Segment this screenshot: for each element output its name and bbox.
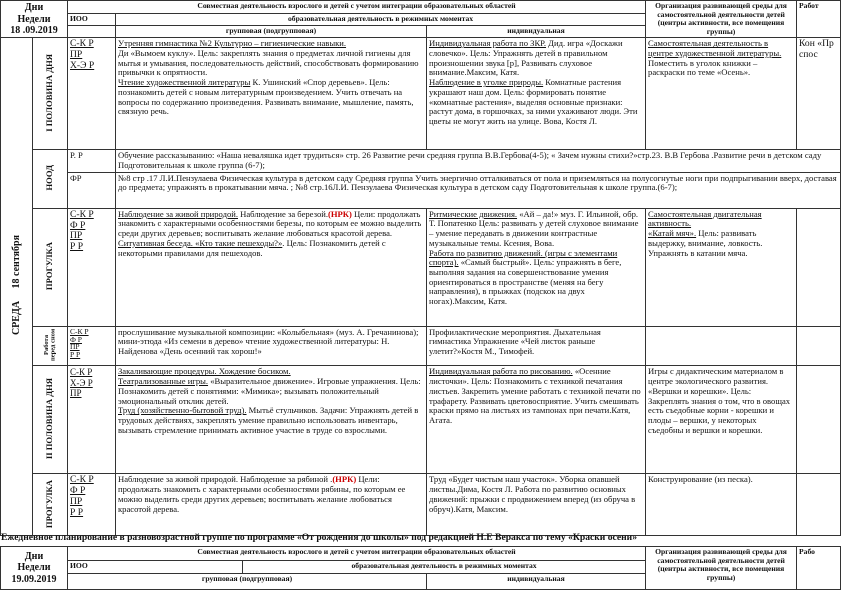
nod-physical-cell: №8 стр .17 Л.И.Пензулаева Физическая культура в детском саду Средняя группа Учить энергично отталкиваться от пола и приземляться на полусогнутые ноги при подпрыгивании вверх, доставая до предмета; упражнять в прокатывании мяча. ; №8 стр.16Л.И. Пензулаева Физическая культура в детском саду Подготовительная к школе группа.(6-7); xyxy=(116,172,841,208)
ioo-header: ИОО xyxy=(68,13,116,26)
section-walk-2: ПРОГУЛКА xyxy=(33,474,68,536)
individual-header: индивидуальная xyxy=(427,26,646,38)
second-half-env-cell: Игры с дидактическим материалом в центре экологического развития. «Вершки и корешки». Цель: Закреплять знания о том, что в овощах есть съедобные корни - корешки и плоды – вершки, у некоторых съедобны и вершки и корешки. xyxy=(646,366,797,474)
weeks-label: Недели xyxy=(17,13,51,25)
walk2-group-cell: Наблюдение за живой природой. Наблюдение за рябиной .(НРК) Цели: продолжать знакомить с характерными особенностями рябины, по которым ее можно выделить среди других деревьев; воспитывать желание любоваться красотой дерева. xyxy=(116,474,427,536)
day-date: 18 сентября xyxy=(10,235,22,289)
individual-activity-cell: Индивидуальная работа по ЗКР. Дид. игра «Доскажи словечко». Цель: Упражнять детей в правильном произношении звука [р], Развивать слуховое внимание.Максим, Катя. Наблюдение в уголке природы. Комнатные растения украшают наш дом. Цель: формировать понятие «комнатные растения», выделяя основные признаки: растут дома, в горшочках, за ними ухаживают люди. Эти цветы не могут жить на улице. Вова, Костя Л. xyxy=(427,38,646,150)
group-header: групповая (подгрупповая) xyxy=(116,26,427,38)
next-days-weeks-header xyxy=(1,547,68,590)
days-weeks-header xyxy=(1,1,68,38)
regime-activity-header: образовательная деятельность в режимных моментах xyxy=(116,13,646,26)
walk2-env-cell: Конструирование (из песка). xyxy=(646,474,797,536)
codes-cell: С-К Р ПР Х-Э Р xyxy=(68,38,116,150)
section-before-sleep: Работа перед сном xyxy=(33,326,68,366)
second-half-group-cell: Закаливающие процедуры. Хождение босиком. Театрализованные игры. «Выразительное движение». Игровые упражнения. Цель: Познакомить детей с понятиями: «Мимика»; вызывать положительный эмоциональный отклик детей. Труд (хозяйственно-бытовой труд). Мытьё стульчиков. Задачи: Упражнять детей в трудовых действиях, закреплять умение правильно использовать инвентарь, вызывать стремление принимать активное участие в труде со взрослыми. xyxy=(116,366,427,474)
next-parents-header: Рабо xyxy=(797,547,841,590)
next-weeks-label: Недели xyxy=(17,562,51,574)
days-label: Дни xyxy=(24,2,44,14)
walk-individual-cell: Ритмические движения. «Ай – да!» муз. Г. Ильиной, обр. Т. Попатенко Цель: развивать у детей слуховое внимание – умение передавать в движении контрастные музыкальные темы. Ксения, Вова. Работа по развитию движений. (игры с элементами спорта). «Самый быстрый». Цель: упражнять в беге, выполняя задания на совершенствование умения ориентироваться в пространстве (меняя на бегу направления), в прыжках (подскок на двух ногах).Максим, Катя. xyxy=(427,208,646,326)
next-env-org-header: Организация развивающей среды для самостоятельной деятельности детей (центры активности, все помещения группы) xyxy=(646,547,797,590)
section-second-half: II ПОЛОВИНА ДНЯ xyxy=(33,366,68,474)
walk2-individual-cell: Труд «Будет чистым наш участок». Уборка опавшей листвы.Дима, Костя Л. Работа по развитию основных движений: прыжки с продвижением вперед (из обруча в обруч).Катя, Максим. xyxy=(427,474,646,536)
nod-code-2: ФР xyxy=(68,172,116,208)
next-ioo-header: ИОО xyxy=(68,560,243,574)
section-first-half: I ПОЛОВИНА ДНЯ xyxy=(33,38,68,150)
joint-activity-header: Совместная деятельность взрослого и детей с учетом интеграции образовательных областей xyxy=(68,1,646,14)
section-nod: НООД xyxy=(33,150,68,208)
next-group-header: групповая (подгрупповая) xyxy=(68,574,427,590)
parents-cell: Кон «Пр спос xyxy=(797,38,841,150)
day-name: СРЕДА xyxy=(10,301,22,336)
codes-cell: С-К Р Ф Р ПР Р Р xyxy=(68,474,116,536)
sleep-group-cell: прослушивание музыкальной композиции: «Колыбельная» (муз. А. Гречанинова); мини-этюда «Из семени в дерево» чтение художественной литературы: Н. Найденова «День осенний так хорош!» xyxy=(116,326,427,366)
env-cell: Самостоятельная деятельность в центре художественной литературы. Поместить в уголок книжки – раскраски по теме «Осень». xyxy=(646,38,797,150)
walk-group-cell: Наблюдение за живой природой. Наблюдение за березой.(НРК) Цели: продолжать знакомить с характерными особенностями березы, по которым ее можно выделить среди других деревьев; воспитывать желание любоваться красотой дерева. Ситуативная беседа. «Кто такие пешеходы?». Цель: Познакомить детей с некоторыми правилами для пешеходов. xyxy=(116,208,427,326)
codes-cell: С-К Р Ф Р ПР Р Р xyxy=(68,208,116,326)
sleep-individual-cell: Профилактические мероприятия. Дыхательная гимнастика Упражнение «Чей листок раньше улетит?»Костя М., Тимофей. xyxy=(427,326,646,366)
next-joint-activity-header: Совместная деятельность взрослого и детей с учетом интеграции образовательных областей xyxy=(68,547,646,561)
nod-code-1: Р. Р xyxy=(68,150,116,172)
plan-table-next-day xyxy=(0,546,841,590)
env-org-header: Организация развивающей среды для самостоятельной деятельности детей (центры активности, все помещения группы) xyxy=(646,1,797,38)
next-date-label: 19.09.2019 xyxy=(11,573,57,585)
day-column xyxy=(1,38,33,536)
codes-cell: С-К Р Х-Э Р ПР xyxy=(68,366,116,474)
next-individual-header: индивидуальная xyxy=(427,574,646,590)
second-half-individual-cell: Индивидуальная работа по рисованию. «Осенние листочки». Цель: Познакомить с техникой печатания листьев. Закрепить умение работать с техникой печати по трафарету. Развивать цветовосприятие. Учить смешивать краски прямо на листьях из тампонах при печати.Катя, Агата. xyxy=(427,366,646,474)
parents-header: Работ xyxy=(797,1,841,38)
plan-caption: Ежедневное планирование в разновозрастной группе по программе «От рождения до школы» под редакцией Н.Е Веракса по тему «Краски осени» xyxy=(1,532,638,543)
section-walk: ПРОГУЛКА xyxy=(33,208,68,326)
next-regime-activity-header: образовательная деятельность в режимных моментах xyxy=(243,560,646,574)
date-label: 18 .09.2019 xyxy=(10,24,58,36)
next-days-label: Дни xyxy=(24,551,44,563)
group-activity-cell: Утренняя гимнастика №2 Культурно – гигиенические навыки. Ди «Вымоем куклу». Цель: закреплять знания о предметах личной гигиены для мытья и умывания, последовательность действий, способствовать формированию привычки к опрятности. Чтение художественной литературы К. Ушинский «Спор деревьев». Цель: познакомить детей с новым литературным произведением. Учить отвечать на вопросы по содержанию произведения. Развивать внимание, мышление, память, связную речь. xyxy=(116,38,427,150)
nod-speech-cell: Обучение рассказыванию: «Наша неваляшка идет трудиться» стр. 26 Развитие речи средняя группа В.В.Гербова(4-5); « Зачем нужны стихи?»стр.23. В.В Гербова .Развитие речи в детском саду Подготовительная к школе группа (6-7); xyxy=(116,150,841,172)
codes-cell: С-К Р Ф Р ПР Р Р xyxy=(68,326,116,366)
walk-env-cell: Самостоятельная двигательная активность. «Катай мяч». Цель: развивать выдержку, внимание, ловкость. Упражнять в катании мяча. xyxy=(646,208,797,326)
